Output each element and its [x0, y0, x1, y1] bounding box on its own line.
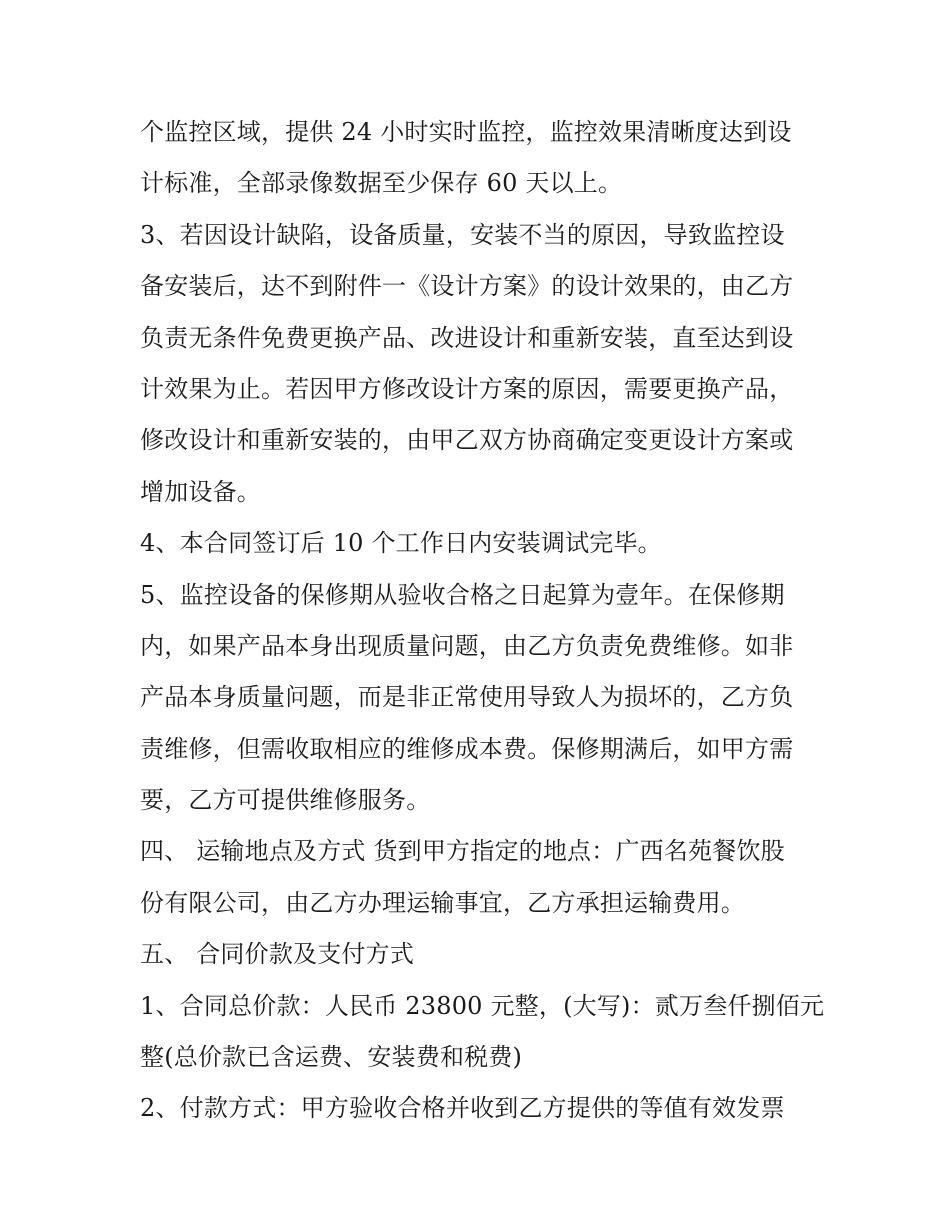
text-line: 2、付款方式：甲方验收合格并收到乙方提供的等值有效发票 — [140, 1094, 785, 1123]
text-line: 1、合同总价款：人民币 23800 元整，(大写)：贰万叁仟捌佰元 — [140, 991, 825, 1020]
section-heading-line: 五、 合同价款及支付方式 — [140, 940, 415, 969]
text-line: 整(总价款已含运费、安装费和税费) — [140, 1043, 523, 1072]
text-line: 负责无条件免费更换产品、改进设计和重新安装，直至达到设 — [140, 323, 794, 352]
text-line: 责维修，但需收取相应的维修成本费。保修期满后，如甲方需 — [140, 734, 794, 763]
text-line: 计效果为止。若因甲方修改设计方案的原因，需要更换产品， — [140, 374, 794, 403]
text-line: 备安装后，达不到附件一《设计方案》的设计效果的，由乙方 — [140, 272, 794, 301]
text-line: 份有限公司，由乙方办理运输事宜，乙方承担运输费用。 — [140, 888, 745, 917]
text-line: 产品本身质量问题，而是非正常使用导致人为损坏的，乙方负 — [140, 683, 794, 712]
document-body — [140, 107, 825, 1135]
text-line: 3、若因设计缺陷，设备质量，安装不当的原因，导致监控设 — [140, 220, 785, 249]
text-line: 增加设备。 — [140, 477, 261, 506]
text-line: 个监控区域，提供 24 小时实时监控，监控效果清晰度达到设 — [140, 118, 792, 146]
text-line: 内，如果产品本身出现质量问题，由乙方负责免费维修。如非 — [140, 631, 794, 660]
text-line: 4、本合同签订后 10 个工作日内安装调试完毕。 — [140, 529, 662, 558]
section-heading-line: 四、 运输地点及方式 货到甲方指定的地点：广西名苑餐饮股 — [140, 837, 785, 866]
text-line: 要，乙方可提供维修服务。 — [140, 786, 431, 815]
text-line: 5、监控设备的保修期从验收合格之日起算为壹年。在保修期 — [140, 580, 785, 609]
text-line: 修改设计和重新安装的，由甲乙双方协商确定变更设计方案或 — [140, 426, 794, 455]
text-line: 计标准，全部录像数据至少保存 60 天以上。 — [140, 169, 623, 198]
